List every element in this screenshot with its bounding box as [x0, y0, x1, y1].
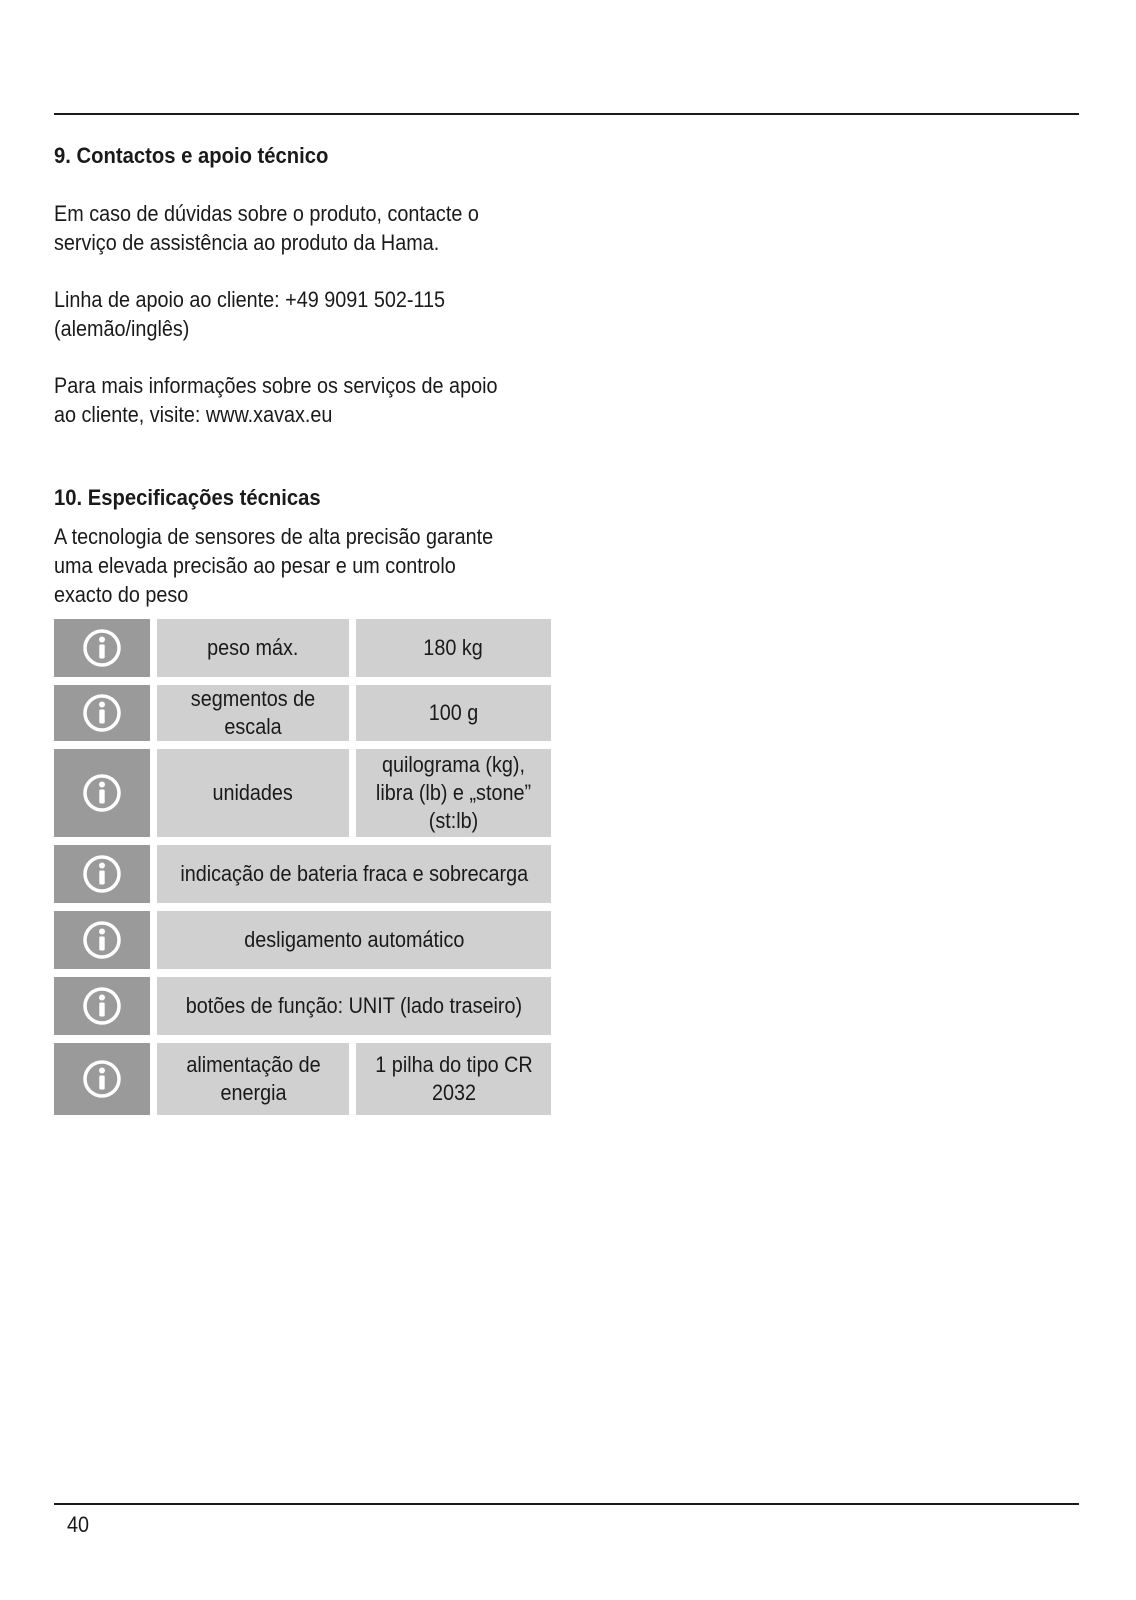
spec-label: alimentação de energia — [157, 1043, 349, 1115]
spec-row-scale-segments — [54, 685, 551, 741]
spec-value: 1 pilha do tipo CR 2032 — [356, 1043, 551, 1115]
spec-label: peso máx. — [157, 619, 349, 677]
spec-row-function-buttons — [54, 977, 551, 1035]
info-icon — [54, 619, 150, 677]
contact-paragraph-1: Em caso de dúvidas sobre o produto, contacte o serviço de assistência ao produto da Hama. — [54, 200, 479, 255]
section-title-specifications: 10. Especificações técnicas — [54, 484, 321, 510]
bottom-rule — [54, 1503, 1079, 1505]
spec-row-max-weight — [54, 619, 551, 677]
spec-label: segmentos de escala — [157, 685, 349, 741]
info-icon — [54, 845, 150, 903]
info-icon — [54, 1043, 150, 1115]
info-icon — [54, 685, 150, 741]
spec-label: unidades — [157, 749, 349, 837]
spec-row-units — [54, 749, 551, 837]
section-contacts — [54, 142, 554, 429]
top-rule — [54, 113, 1079, 115]
spec-value: 180 kg — [356, 619, 551, 677]
info-icon — [54, 911, 150, 969]
contact-paragraph-3: Para mais informações sobre os serviços de apoio ao cliente, visite: www.xavax.eu — [54, 372, 498, 427]
spec-row-auto-off — [54, 911, 551, 969]
specifications-intro: A tecnologia de sensores de alta precisão garante uma elevada precisão ao pesar e um controlo exacto do peso — [54, 524, 494, 608]
page-number: 40 — [67, 1512, 90, 1537]
spec-row-battery-indicator — [54, 845, 551, 903]
section-specifications — [54, 484, 554, 1124]
section-title-contacts: 9. Contactos e apoio técnico — [54, 143, 329, 168]
spec-text: botões de função: UNIT (lado traseiro) — [157, 977, 551, 1035]
info-icon — [54, 977, 150, 1035]
spec-row-power-supply — [54, 1043, 551, 1115]
info-icon — [54, 749, 150, 837]
spec-value: quilograma (kg), libra (lb) e „stone” (st:lb) — [356, 749, 551, 837]
contact-paragraph-2: Linha de apoio ao cliente: +49 9091 502-115 (alemão/inglês) — [54, 286, 446, 341]
specifications-table — [54, 611, 551, 1123]
spec-value: 100 g — [356, 685, 551, 741]
spec-text: indicação de bateria fraca e sobrecarga — [157, 845, 551, 903]
page-content — [54, 142, 554, 1123]
spec-text: desligamento automático — [157, 911, 551, 969]
